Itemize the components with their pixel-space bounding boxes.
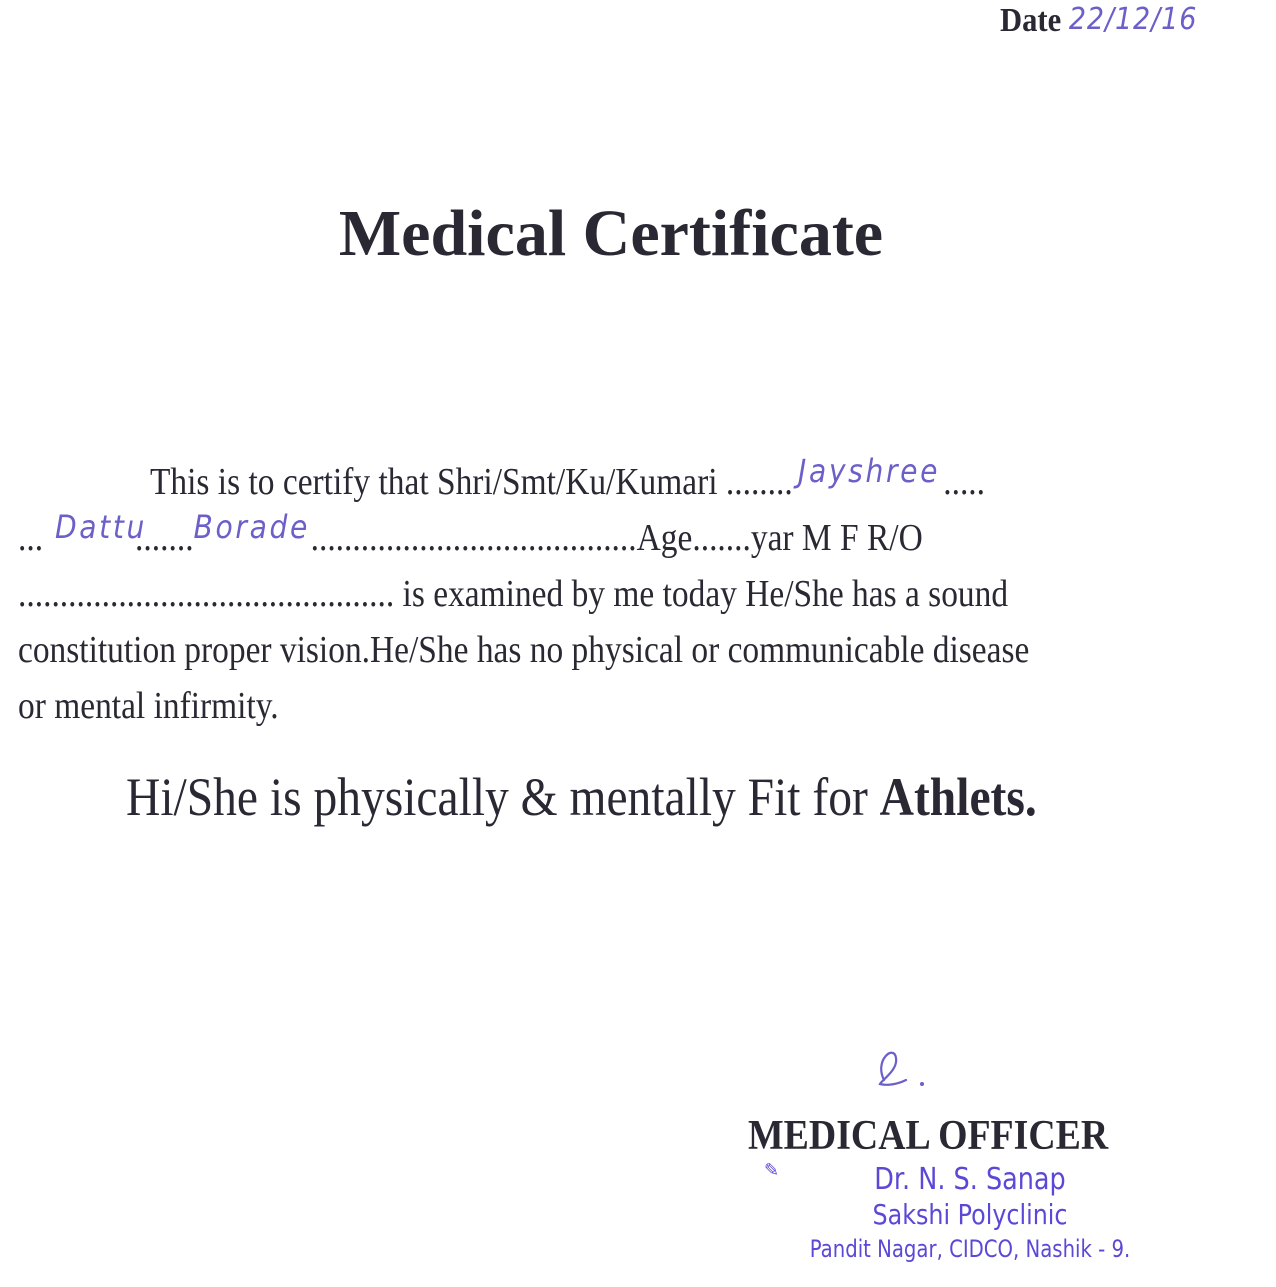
- residence-blank: .............................................: [18, 573, 395, 615]
- date-label: Date: [1000, 2, 1062, 39]
- date-field: [1000, 2, 1197, 40]
- examined-text: is examined by me today He/She has a sound: [402, 573, 1009, 615]
- patient-name-blank: ... Dattu: [18, 508, 148, 559]
- stamp-doctor-name: Dr. N. S. Sanap: [874, 1162, 1066, 1197]
- fitness-statement: Hi/She is physically & mentally Fit for Athlets.: [126, 767, 1037, 827]
- certify-line-5: or mental infirmity.: [18, 685, 279, 727]
- patient-middle-name: Dattu: [54, 508, 148, 546]
- certify-line-1: [150, 452, 986, 504]
- stamp-clinic-name: Sakshi Polyclinic: [872, 1198, 1068, 1231]
- doctor-stamp: [760, 1162, 1180, 1266]
- age-blank: .......: [692, 517, 751, 559]
- fitness-activity: Athlets: [879, 767, 1025, 827]
- medical-officer-title: MEDICAL OFFICER: [748, 1113, 1109, 1159]
- patient-first-name-blank: ........ Jayshree .....: [725, 452, 986, 503]
- date-value: 22/12/16: [1068, 2, 1198, 37]
- signature-mark: [872, 1040, 942, 1096]
- certify-prefix: This is to certify that Shri/Smt/Ku/Kumari: [150, 461, 718, 503]
- certify-line-2: ... Dattu ....... Borade .......................................Age.......yar M F R/O: [18, 508, 923, 559]
- certify-line-3: [18, 572, 1008, 616]
- patient-last-name-blank: [193, 508, 311, 560]
- stamp-mark-icon: ✎: [764, 1160, 780, 1180]
- age-suffix: yar M F R/O: [750, 517, 923, 559]
- age-label: Age: [636, 517, 693, 559]
- patient-first-name: Jayshree: [798, 452, 941, 490]
- patient-last-name: Borade: [193, 508, 310, 546]
- certify-line-4: constitution proper vision.He/She has no physical or communicable disease: [18, 629, 1030, 671]
- certificate-title: Medical Certificate: [338, 197, 884, 270]
- stamp-address: Pandit Nagar, CIDCO, Nashik - 9.: [809, 1235, 1131, 1263]
